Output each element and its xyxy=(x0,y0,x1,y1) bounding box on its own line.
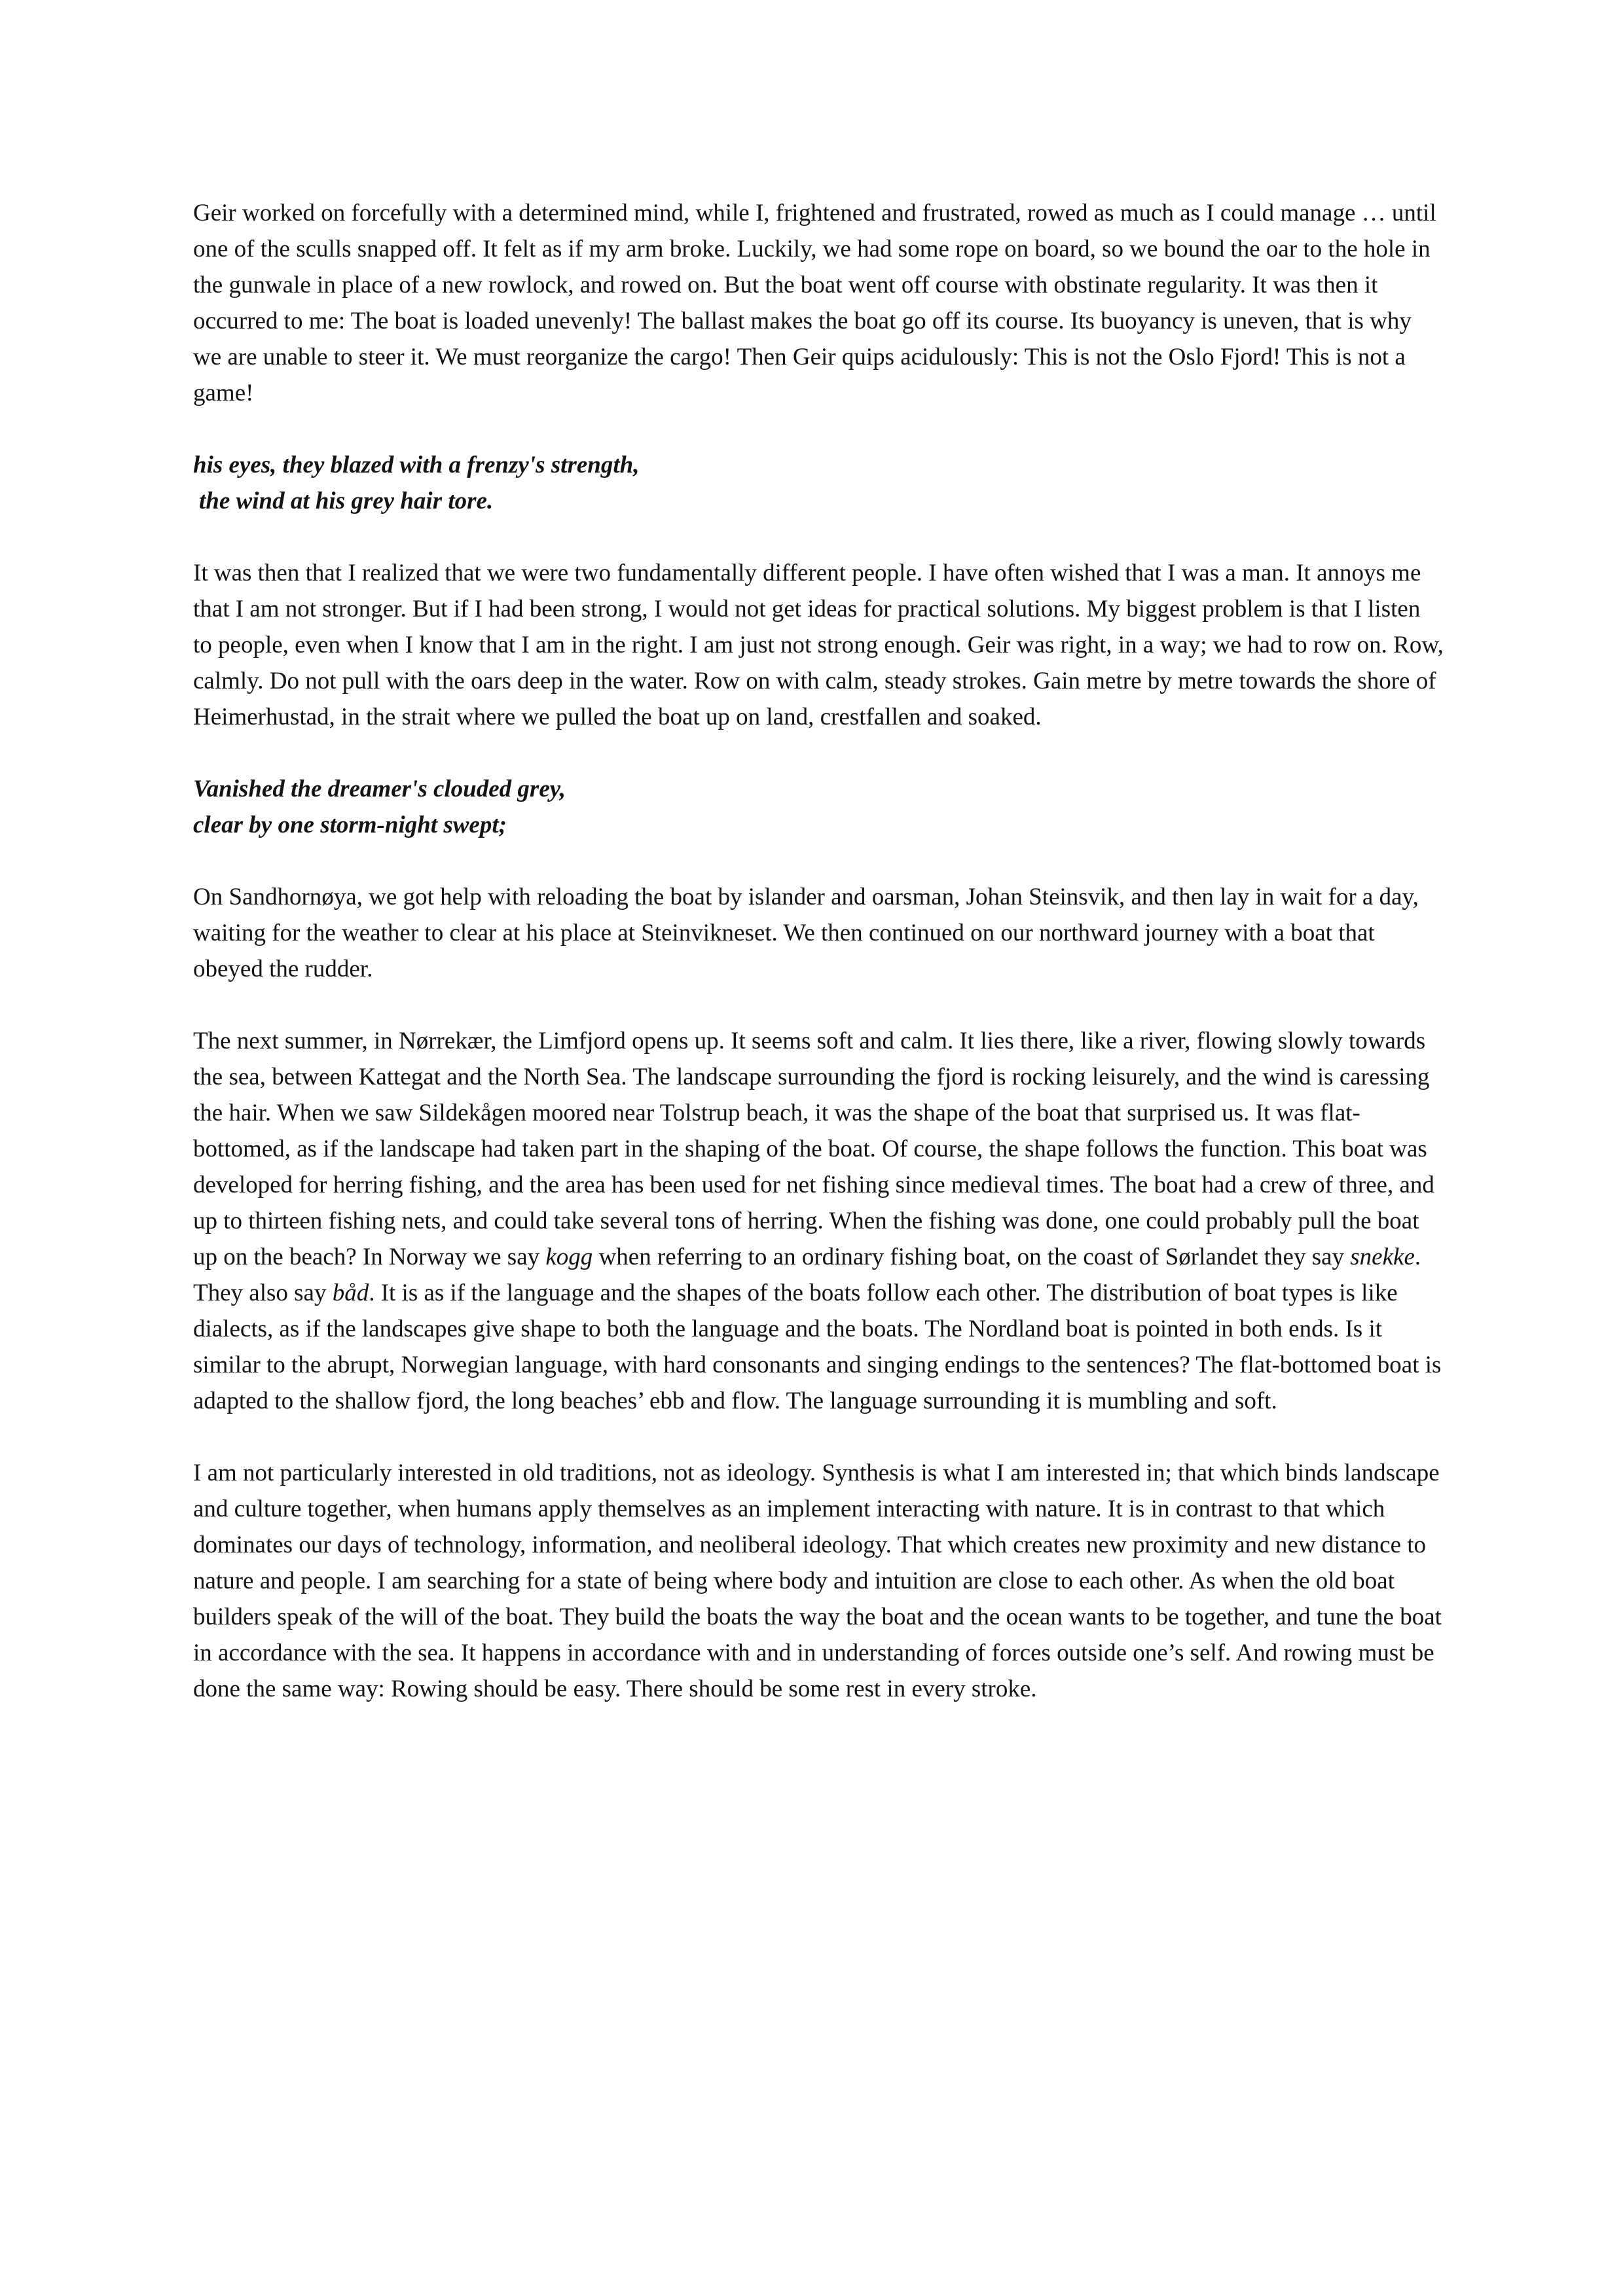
italic-term: kogg xyxy=(545,1244,593,1270)
paragraph-rowing-struggle: Geir worked on forcefully with a determined mind, while I, frightened and frustrated, rowed as much as I could manage … until one of the sculls snapped off. It felt as if my arm broke. Luckily, we had some rope on board, so we bound the oar to the hole in the gunwale in place of a new rowlock, and rowed on. But the boat went off course with obstinate regularity. It was then it occurred to me: The boat is loaded unevenly! The ballast makes the boat go off its course. Its buoyancy is uneven, that is why we are unable to steer it. We must reorganize the cargo! Then Geir quips acidulously: This is not the Oslo Fjord! This is not a game! xyxy=(193,200,1436,406)
verse-line: clear by one storm-night swept; xyxy=(193,812,507,838)
paragraph-different-people: It was then that I realized that we were two fundamentally different people. I have often wished that I was a man. It annoys me that I am not stronger. But if I had been strong, I would not get ideas for practical solutions. My biggest problem is that I listen to people, even when I know that I am in the right. I am just not strong enough. Geir was right, in a way; we had to row on. Row, calmly. Do not pull with the oars deep in the water. Row on with calm, steady strokes. Gain metre by metre towards the shore of Heimerhustad, in the strait where we pulled the boat up on land, crestfallen and soaked. xyxy=(193,560,1444,730)
document-page xyxy=(193,195,1444,1743)
verse-line: the wind at his grey hair tore. xyxy=(199,488,494,514)
verse-line: his eyes, they blazed with a frenzy's strength, xyxy=(193,452,640,478)
paragraph-text-segment: . It is as if the language and the shapes of the boats follow each other. The distribution of boat types is like dialects, as if the landscapes give shape to both the language and the boats. The Nordland boat is pointed in both ends. Is it similar to the abrupt, Norwegian language, with hard consonants and singing endings to the sentences? The flat-bottomed boat is adapted to the shallow fjord, the long beaches’ ebb and flow. The language surrounding it is mumbling and soft. xyxy=(193,1280,1442,1414)
paragraph-sandhornoya: On Sandhornøya, we got help with reloading the boat by islander and oarsman, Johan Steinsvik, and then lay in wait for a day, waiting for the weather to clear at his place at Steinvikneset. We then continued on our northward journey with a boat that obeyed the rudder. xyxy=(193,884,1419,982)
paragraph-limfjord xyxy=(193,1023,1444,1419)
paragraph-text-segment: when referring to an ordinary fishing boat, on the coast of Sørlandet they say xyxy=(593,1244,1351,1270)
paragraph-synthesis: I am not particularly interested in old traditions, not as ideology. Synthesis is what I am interested in; that which binds landscape and culture together, when humans apply themselves as an implement interacting with nature. It is in contrast to that which dominates our days of technology, information, and neoliberal ideology. That which creates new proximity and new distance to nature and people. I am searching for a state of being where body and intuition are close to each other. As when the old boat builders speak of the will of the boat. They build the boats the way the boat and the ocean wants to be together, and tune the boat in accordance with the sea. It happens in accordance with and in understanding of forces outside one’s self. And rowing must be done the same way: Rowing should be easy. There should be some rest in every stroke. xyxy=(193,1460,1442,1702)
verse-quote-dreamer xyxy=(193,771,1444,843)
italic-term: snekke xyxy=(1350,1244,1415,1270)
paragraph-text-segment: The next summer, in Nørrekær, the Limfjord opens up. It seems soft and calm. It lies there, like a river, flowing slowly towards the sea, between Kattegat and the North Sea. The landscape surrounding the fjord is rocking leisurely, and the wind is caressing the hair. When we saw Sildekågen moored near Tolstrup beach, it was the shape of the boat that surprised us. It was flat-bottomed, as if the landscape had taken part in the shaping of the boat. Of course, the shape follows the function. This boat was developed for herring fishing, and the area has been used for net fishing since medieval times. The boat had a crew of three, and up to thirteen fishing nets, and could take several tons of herring. When the fishing was done, one could probably pull the boat up on the beach? In Norway we say xyxy=(193,1028,1434,1270)
verse-quote-frenzy xyxy=(193,447,1444,519)
verse-line: Vanished the dreamer's clouded grey, xyxy=(193,776,566,802)
italic-term: båd xyxy=(332,1280,369,1306)
paragraph-text-segment: . They also say xyxy=(193,1244,1421,1306)
